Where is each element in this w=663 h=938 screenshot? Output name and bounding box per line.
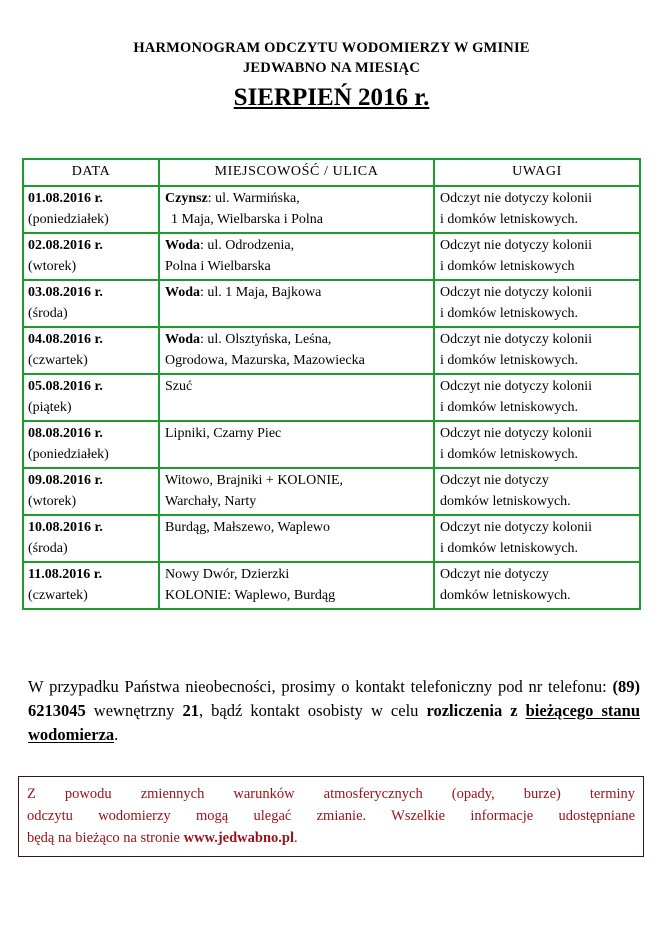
cell-remarks [434,421,640,468]
table-row [23,374,640,421]
row-weekday: (piątek) [28,400,72,415]
schedule-table [22,158,641,610]
page-title-line-1: HARMONOGRAM ODCZYTU WODOMIERZY W GMINIE [133,40,530,56]
cell-locality [159,562,434,609]
page-title-month [0,83,663,113]
row-locality-line-1 [160,282,433,303]
row-locality-line-1 [160,564,433,585]
row-remark-line-2: i domków letniskowych. [440,353,579,368]
row-locality-line-1 [160,376,433,397]
contact-text-part-1: W przypadku Państwa nieobecności, prosimy o kontakt telefoniczny pod nr telefonu: [28,676,613,696]
cell-locality [159,280,434,327]
table-row [23,327,640,374]
cell-date [23,468,159,515]
row-remark-line-2: i domków letniskowych. [440,541,579,556]
row-date: 05.08.2016 r. [28,379,103,394]
row-weekday: (czwartek) [28,588,88,603]
row-locality-streets: Burdąg, Małszewo, Waplewo [165,520,331,535]
page-title-month-text: SIERPIEŃ 2016 r. [233,84,430,111]
row-remark-line-1: Odczyt nie dotyczy kolonii [440,379,593,394]
row-weekday: (środa) [28,541,68,556]
row-remark-line-1: Odczyt nie dotyczy kolonii [440,426,593,441]
schedule-table-body [23,186,640,609]
contact-meter-reading-emphasis: bieżącego stanu wodomierza [28,700,640,744]
cell-remarks [434,186,640,233]
cell-locality [159,421,434,468]
cell-remarks [434,515,640,562]
cell-locality [159,468,434,515]
row-remark-line-2: domków letniskowych. [440,494,571,509]
row-locality-streets: Witowo, Brajniki + KOLONIE, [165,473,344,488]
cell-remarks [434,468,640,515]
row-locality-line-1 [160,188,433,209]
row-weekday: (poniedziałek) [28,447,109,462]
table-row [23,186,640,233]
row-remark-line-2: i domków letniskowych. [440,447,579,462]
row-date: 01.08.2016 r. [28,191,103,206]
cell-remarks [434,280,640,327]
cell-date [23,233,159,280]
table-row [23,468,640,515]
row-locality-line-2: KOLONIE: Waplewo, Burdąg [165,588,336,603]
contact-extension-number: 21 [182,700,199,720]
row-locality-kind: Woda [165,285,201,300]
table-row [23,515,640,562]
row-remark-line-2: i domków letniskowych. [440,400,579,415]
row-weekday: (wtorek) [28,494,77,509]
contact-paragraph [28,675,640,747]
row-date: 08.08.2016 r. [28,426,103,441]
row-remark-line-1: Odczyt nie dotyczy kolonii [440,332,593,347]
row-remark-line-1: Odczyt nie dotyczy kolonii [440,191,593,206]
row-date: 03.08.2016 r. [28,285,103,300]
row-locality-streets: : ul. 1 Maja, Bajkowa [200,285,322,300]
row-locality-kind: Czynsz [165,191,208,206]
row-locality-streets: Lipniki, Czarny Piec [165,426,282,441]
row-remark-line-2: i domków letniskowych. [440,306,579,321]
row-remark-line-2: i domków letniskowych [440,259,575,274]
document-title-block [0,0,663,113]
contact-text-part-6: . [114,724,119,744]
column-header-locality: MIEJSCOWOŚĆ / ULICA [159,159,434,186]
cell-locality [159,233,434,280]
cell-date [23,327,159,374]
cell-date [23,421,159,468]
row-date: 10.08.2016 r. [28,520,103,535]
table-row [23,233,640,280]
row-remark-line-1: Odczyt nie dotyczy [440,567,549,582]
warning-line-3-suffix: . [294,830,298,846]
row-date: 09.08.2016 r. [28,473,103,488]
row-locality-line-1 [160,423,433,444]
schedule-table-wrapper [22,158,639,610]
contact-text-part-2: wewnętrzny [85,700,183,720]
warning-line-3-prefix: będą na bieżąco na stronie [27,830,184,846]
warning-line-1: Z powodu zmiennych warunków atmosferycznych (opady, burze) terminy [27,786,635,802]
website-link[interactable]: www.jedwabno.pl [183,830,294,846]
row-locality-streets: : ul. Warmińska, [207,191,300,206]
table-row [23,562,640,609]
cell-locality [159,515,434,562]
row-locality-line-1 [160,235,433,256]
row-weekday: (wtorek) [28,259,77,274]
row-remark-line-1: Odczyt nie dotyczy kolonii [440,520,593,535]
cell-remarks [434,327,640,374]
cell-date [23,186,159,233]
row-remark-line-1: Odczyt nie dotyczy kolonii [440,238,593,253]
row-locality-kind: Woda [165,238,201,253]
cell-remarks [434,233,640,280]
cell-date [23,374,159,421]
row-date: 02.08.2016 r. [28,238,103,253]
row-weekday: (środa) [28,306,68,321]
row-locality-streets: Nowy Dwór, Dzierzki [165,567,290,582]
cell-remarks [434,374,640,421]
table-header-row [23,159,640,186]
row-remark-line-1: Odczyt nie dotyczy kolonii [440,285,593,300]
row-locality-streets: : ul. Odrodzenia, [200,238,295,253]
row-locality-streets: Szuć [165,379,193,394]
row-date: 04.08.2016 r. [28,332,103,347]
cell-locality [159,374,434,421]
schedule-table-head [23,159,640,186]
contact-phone-number: (89) 6213045 [28,676,640,720]
cell-date [23,280,159,327]
row-weekday: (czwartek) [28,353,88,368]
warning-line-2: odczytu wodomierzy mogą ulegać zmianie. Wszelkie informacje udostępniane [27,808,635,824]
row-locality-line-1 [160,329,433,350]
row-weekday: (poniedziałek) [28,212,109,227]
contact-settlement-text: rozliczenia z [426,700,526,720]
row-locality-line-1 [160,470,433,491]
row-remark-line-2: i domków letniskowych. [440,212,579,227]
warning-line-3 [27,827,635,849]
row-locality-line-2: Polna i Wielbarska [165,259,271,274]
row-locality-line-2: 1 Maja, Wielbarska i Polna [171,212,323,227]
row-locality-kind: Woda [165,332,201,347]
column-header-remarks: UWAGI [434,159,640,186]
row-locality-line-1 [160,517,433,538]
row-remark-line-2: domków letniskowych. [440,588,571,603]
contact-text-part-3: , bądź kontakt osobisty w celu [198,700,427,720]
row-date: 11.08.2016 r. [28,567,103,582]
cell-remarks [434,562,640,609]
table-row [23,280,640,327]
column-header-date: DATA [23,159,159,186]
cell-locality [159,186,434,233]
weather-warning-box [18,776,644,857]
cell-date [23,562,159,609]
row-locality-line-2: Ogrodowa, Mazurska, Mazowiecka [165,353,365,368]
table-row [23,421,640,468]
row-locality-line-2: Warchały, Narty [165,494,257,509]
page-title-line-2: JEDWABNO NA MIESIĄC [242,60,421,76]
cell-locality [159,327,434,374]
row-locality-streets: : ul. Olsztyńska, Leśna, [200,332,332,347]
row-remark-line-1: Odczyt nie dotyczy [440,473,549,488]
cell-date [23,515,159,562]
